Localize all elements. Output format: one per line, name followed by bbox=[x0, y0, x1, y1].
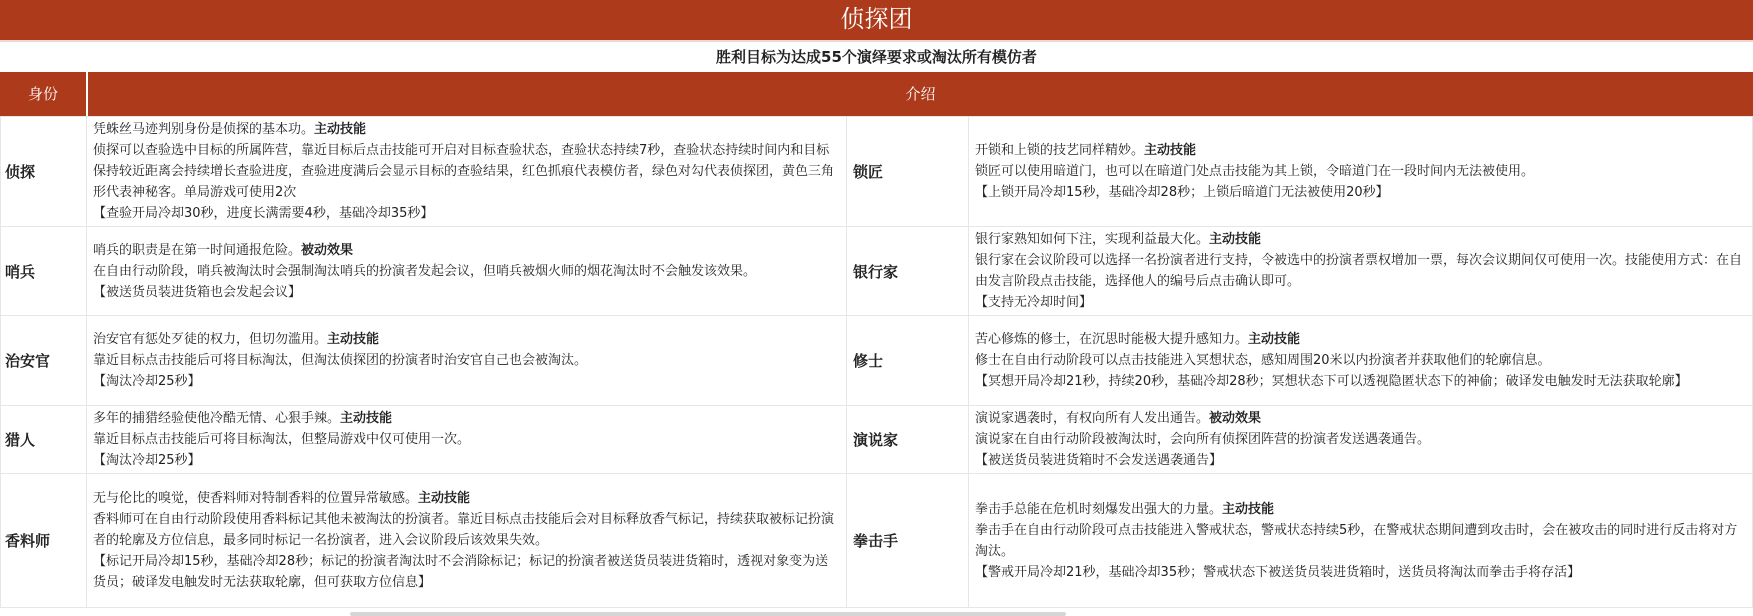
roles-table bbox=[0, 116, 1753, 608]
role-intro: 苦心修炼的修士，在沉思时能极大提升感知力。 bbox=[975, 332, 1249, 347]
role-name: 哨兵 bbox=[1, 227, 87, 316]
skill-type: 主动技能 bbox=[418, 491, 471, 506]
victory-goal: 胜利目标为达成55个演绎要求或淘汰所有模仿者 bbox=[716, 48, 1037, 66]
role-note: 【淘汰冷却25秒】 bbox=[93, 374, 201, 389]
role-intro: 多年的捕猎经验使他冷酷无情、心狠手辣。 bbox=[93, 411, 341, 426]
table-row bbox=[1, 474, 1753, 608]
role-note: 【被送货员装进货箱也会发起会议】 bbox=[93, 284, 302, 300]
role-body: 香料师可在自由行动阶段使用香料标记其他未被淘汰的扮演者。靠近目标点击技能后会对目标释放香气标记，持续获取被标记扮演者的轮廓及方位信息，最多同时标记一名扮演者，进入会议阶段后该效果失效。 bbox=[93, 512, 835, 548]
role-body: 锁匠可以使用暗道门，也可以在暗道门处点击技能为其上锁，令暗道门在一段时间内无法被使用。 bbox=[975, 164, 1535, 179]
role-body: 侦探可以查验选中目标的所属阵营，靠近目标后点击技能可开启对目标查验状态，查验状态持续7秒，查验状态持续时间内和目标保持较近距离会持续增长查验进度，查验进度满后会显示目标的查验结果，红色抓痕代表模仿者，绿色对勾代表侦探团，黄色三角形代表神秘客。单局游戏可使用2次 bbox=[93, 143, 835, 200]
role-name: 拳击手 bbox=[847, 474, 969, 608]
role-name: 演说家 bbox=[847, 406, 969, 474]
role-description bbox=[87, 406, 847, 474]
role-description bbox=[87, 316, 847, 406]
skill-type: 主动技能 bbox=[327, 332, 380, 347]
role-description bbox=[969, 227, 1753, 316]
role-body: 演说家在自由行动阶段被淘汰时，会向所有侦探团阵营的扮演者发送遇袭通告。 bbox=[975, 432, 1431, 447]
role-note: 【查验开局冷却30秒，进度长满需要4秒，基础冷却35秒】 bbox=[93, 206, 434, 221]
role-note: 【上锁开局冷却15秒，基础冷却28秒；上锁后暗道门无法被使用20秒】 bbox=[975, 185, 1389, 200]
role-name: 修士 bbox=[847, 316, 969, 406]
skill-type: 主动技能 bbox=[314, 122, 367, 137]
role-name: 香料师 bbox=[1, 474, 87, 608]
role-description bbox=[969, 406, 1753, 474]
role-description bbox=[969, 316, 1753, 406]
table-header bbox=[0, 72, 1753, 116]
role-note: 【被送货员装进货箱时不会发送遇袭通告】 bbox=[975, 453, 1223, 468]
role-body: 靠近目标点击技能后可将目标淘汰，但整局游戏中仅可使用一次。 bbox=[93, 432, 471, 447]
role-body: 银行家在会议阶段可以选择一名扮演者进行支持，令被选中的扮演者票权增加一票，每次会议期间仅可使用一次。技能使用方式：在自由发言阶段点击技能，选择他人的编号后点击确认即可。 bbox=[975, 253, 1743, 289]
table-row bbox=[1, 227, 1753, 316]
role-description bbox=[969, 474, 1753, 608]
horizontal-scrollbar[interactable] bbox=[350, 612, 1066, 616]
role-body: 在自由行动阶段，哨兵被淘汰时会强制淘汰哨兵的扮演者发起会议，但哨兵被烟火师的烟花淘汰时不会触发该效果。 bbox=[93, 263, 757, 279]
skill-type: 主动技能 bbox=[340, 411, 393, 426]
role-description bbox=[969, 117, 1753, 227]
role-description bbox=[87, 227, 847, 316]
role-name: 治安官 bbox=[1, 316, 87, 406]
role-name: 猎人 bbox=[1, 406, 87, 474]
skill-type: 主动技能 bbox=[1248, 332, 1301, 347]
table-row bbox=[1, 316, 1753, 406]
role-intro: 开锁和上锁的技艺同样精妙。 bbox=[975, 143, 1145, 158]
role-note: 【警戒开局冷却21秒，基础冷却35秒；警戒状态下被送货员装进货箱时，送货员将淘汰而拳击手将存活】 bbox=[975, 564, 1581, 580]
role-note: 【标记开局冷却15秒，基础冷却28秒；标记的扮演者淘汰时不会消除标记；标记的扮演者被送货员装进货箱时，透视对象变为送货员；破译发电触发时无法获取轮廓，但可获取方位信息】 bbox=[93, 554, 829, 590]
role-note: 【冥想开局冷却21秒，持续20秒，基础冷却28秒；冥想状态下可以透视隐匿状态下的神偷；破译发电触发时无法获取轮廓】 bbox=[975, 374, 1688, 389]
skill-type: 主动技能 bbox=[1144, 143, 1197, 158]
role-intro: 治安官有惩处歹徒的权力，但切勿滥用。 bbox=[93, 332, 328, 347]
table-row bbox=[1, 406, 1753, 474]
skill-type: 主动技能 bbox=[1209, 232, 1262, 247]
role-intro: 凭蛛丝马迹判别身份是侦探的基本功。 bbox=[93, 122, 315, 137]
page-title: 侦探团 bbox=[0, 0, 1753, 42]
header-intro: 介绍 bbox=[905, 85, 936, 103]
skill-type: 主动技能 bbox=[1222, 501, 1275, 517]
role-body: 拳击手在自由行动阶段可点击技能进入警戒状态，警戒状态持续5秒，在警戒状态期间遭到攻击时，会在被攻击的同时进行反击将对方淘汰。 bbox=[975, 522, 1738, 559]
role-intro: 拳击手总能在危机时刻爆发出强大的力量。 bbox=[975, 501, 1223, 517]
skill-type: 被动效果 bbox=[301, 242, 354, 258]
role-description bbox=[87, 117, 847, 227]
table-row bbox=[1, 117, 1753, 227]
header-identity: 身份 bbox=[0, 72, 88, 116]
role-body: 修士在自由行动阶段可以点击技能进入冥想状态，感知周围20米以内扮演者并获取他们的轮廓信息。 bbox=[975, 353, 1551, 368]
role-name: 侦探 bbox=[1, 117, 87, 227]
role-intro: 哨兵的职责是在第一时间通报危险。 bbox=[93, 242, 302, 258]
role-intro: 银行家熟知如何下注，实现利益最大化。 bbox=[975, 232, 1210, 247]
role-intro: 演说家遇袭时，有权向所有人发出通告。 bbox=[975, 411, 1210, 426]
role-name: 锁匠 bbox=[847, 117, 969, 227]
role-name: 银行家 bbox=[847, 227, 969, 316]
role-intro: 无与伦比的嗅觉，使香料师对特制香料的位置异常敏感。 bbox=[93, 491, 419, 506]
role-description bbox=[87, 474, 847, 608]
skill-type: 被动效果 bbox=[1209, 411, 1262, 426]
role-note: 【淘汰冷却25秒】 bbox=[93, 453, 201, 468]
role-note: 【支持无冷却时间】 bbox=[975, 295, 1093, 310]
role-body: 靠近目标点击技能后可将目标淘汰，但淘汰侦探团的扮演者时治安官自己也会被淘汰。 bbox=[93, 353, 588, 368]
